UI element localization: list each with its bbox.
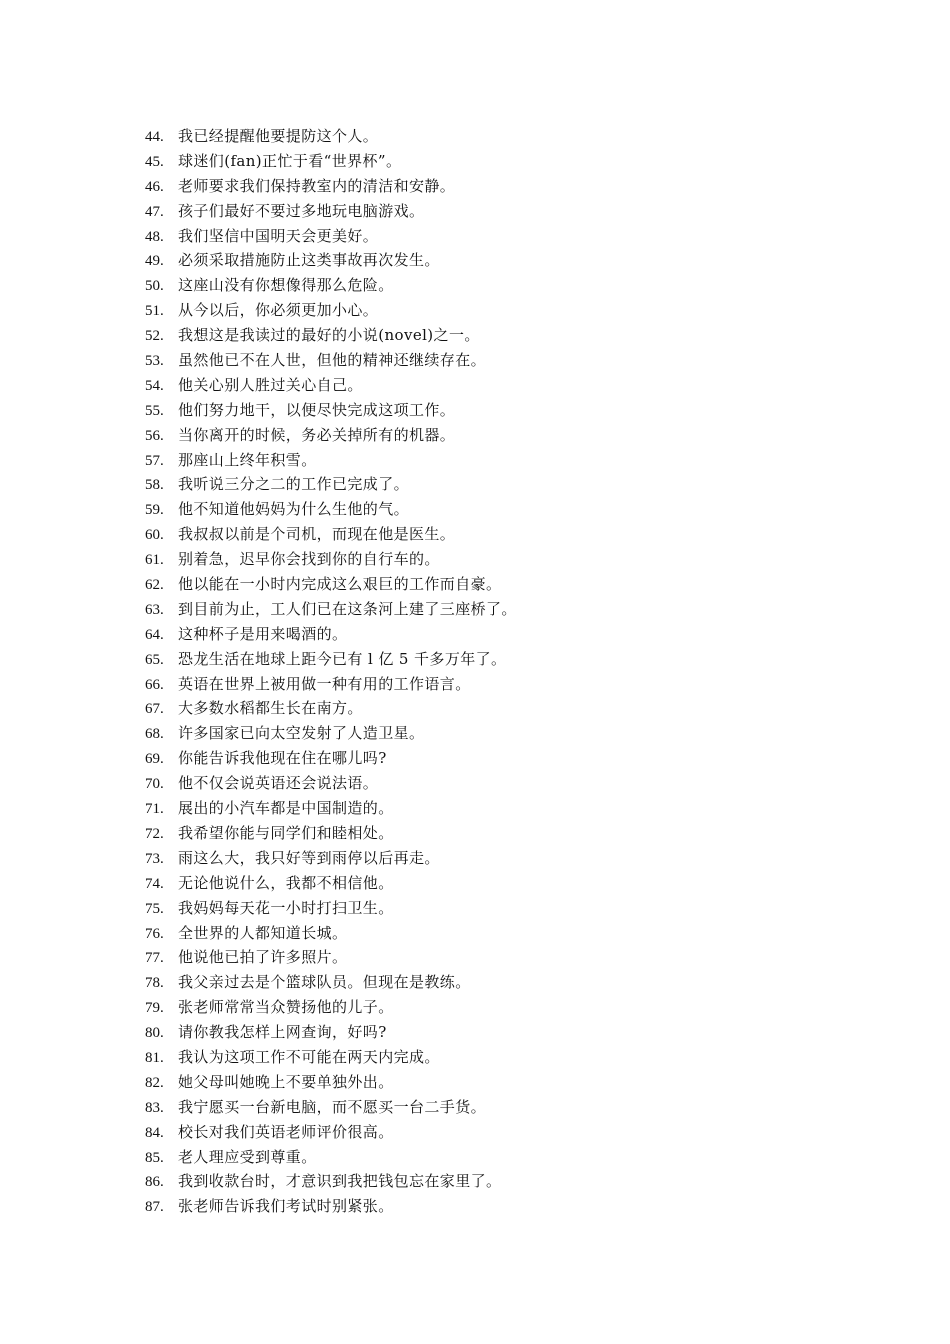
sentence-item [145,622,885,647]
sentence-text: 他不知道他妈妈为什么生他的气。 [178,500,410,519]
sentence-item [145,1020,885,1045]
sentence-text: 我已经提醒他要提防这个人。 [178,127,379,145]
sentence-text: 他们努力地干，以便尽快完成这项工作。 [178,400,456,419]
sentence-text: 无论他说什么，我都不相信他。 [178,873,394,892]
sentence-text: 大多数水稻都生长在南方。 [178,699,363,718]
sentence-number: 85. [145,1149,164,1166]
sentence-item [145,273,885,298]
sentence-number: 67. [145,701,164,718]
sentence-number: 80. [145,1025,164,1042]
sentence-text: 老人理应受到尊重。 [178,1147,317,1166]
sentence-number: 68. [145,726,164,743]
sentence-item [145,1145,885,1170]
sentence-item [145,1169,885,1194]
sentence-text: 当你离开的时候，务必关掉所有的机器。 [178,425,456,444]
sentence-text: 校长对我们英语老师评价很高。 [178,1122,394,1141]
sentence-text: 我妈妈每天花一小时打扫卫生。 [178,898,394,917]
sentence-item [145,348,885,373]
sentence-item [145,497,885,522]
sentence-text: 张老师告诉我们考试时别紧张。 [178,1197,394,1216]
sentence-number: 59. [145,502,164,519]
sentence-text: 恐龙生活在地球上距今已有 l 亿 5 千多万年了。 [178,649,507,668]
sentence-item [145,1045,885,1070]
sentence-text: 他说他已拍了许多照片。 [178,948,348,967]
sentence-text: 到目前为止，工人们已在这条河上建了三座桥了。 [178,599,517,618]
sentence-item [145,323,885,348]
sentence-item [145,921,885,946]
sentence-item [145,199,885,224]
sentence-item [145,1120,885,1145]
sentence-number: 58. [145,477,164,494]
sentence-text: 虽然他已不在人世，但他的精神还继续存在。 [178,351,487,370]
sentence-item [145,472,885,497]
sentence-number: 64. [145,626,164,643]
sentence-item [145,721,885,746]
sentence-text: 她父母叫她晚上不要单独外出。 [178,1072,394,1091]
sentence-number: 86. [145,1174,164,1191]
sentence-number: 75. [145,900,164,917]
sentence-item [145,597,885,622]
sentence-item [145,224,885,249]
sentence-item [145,846,885,871]
sentence-item [145,945,885,970]
sentence-item [145,995,885,1020]
sentence-text: 必须采取措施防止这类事故再次发生。 [178,251,440,270]
sentence-number: 57. [145,452,164,469]
sentence-item [145,1194,885,1219]
sentence-item [145,149,885,174]
sentence-text: 雨这么大，我只好等到雨停以后再走。 [178,848,440,867]
sentence-text: 我希望你能与同学们和睦相处。 [178,823,394,842]
sentence-number: 71. [145,801,164,818]
sentence-text: 那座山上终年积雪。 [178,450,317,469]
sentence-item [145,771,885,796]
sentence-number: 77. [145,950,164,967]
sentence-number: 70. [145,776,164,793]
sentence-number: 47. [145,203,164,220]
sentence-item [145,672,885,697]
sentence-item [145,373,885,398]
sentence-number: 45. [145,153,164,170]
sentence-item [145,423,885,448]
sentence-item [145,522,885,547]
sentence-text: 孩子们最好不要过多地玩电脑游戏。 [178,201,425,220]
sentence-text: 我们坚信中国明天会更美好。 [178,226,379,245]
sentence-number: 76. [145,925,164,942]
sentence-number: 79. [145,1000,164,1017]
sentence-item [145,248,885,273]
sentence-number: 83. [145,1099,164,1116]
sentence-item [145,871,885,896]
sentence-number: 74. [145,875,164,892]
sentence-text: 他关心别人胜过关心自己。 [178,375,363,394]
sentence-number: 62. [145,577,164,594]
sentence-item [145,970,885,995]
sentence-item [145,647,885,672]
sentence-number: 53. [145,353,164,370]
sentence-number: 44. [145,129,164,145]
sentence-text: 从今以后，你必须更加小心。 [178,301,379,320]
sentence-text: 英语在世界上被用做一种有用的工作语言。 [178,674,471,693]
sentence-number: 69. [145,751,164,768]
sentence-text: 我认为这项工作不可能在两天内完成。 [178,1047,440,1066]
sentence-item [145,796,885,821]
sentence-number: 78. [145,975,164,992]
sentence-text: 他以能在一小时内完成这么艰巨的工作而自豪。 [178,575,502,594]
sentence-number: 50. [145,278,164,295]
sentence-text: 全世界的人都知道长城。 [178,923,348,942]
sentence-item [145,298,885,323]
sentence-number: 87. [145,1199,164,1216]
sentence-text: 这种杯子是用来喝酒的。 [178,624,348,643]
sentence-text: 我想这是我读过的最好的小说(novel)之一。 [178,326,480,345]
sentence-number: 63. [145,601,164,618]
sentence-item [145,124,885,149]
sentence-text: 他不仅会说英语还会说法语。 [178,774,379,793]
sentence-item [145,398,885,423]
sentence-number: 72. [145,825,164,842]
sentence-number: 56. [145,427,164,444]
sentence-text: 许多国家已向太空发射了人造卫星。 [178,724,425,743]
sentence-number: 52. [145,328,164,345]
sentence-item [145,572,885,597]
sentence-number: 51. [145,303,164,320]
sentence-number: 54. [145,377,164,394]
sentence-number: 66. [145,676,164,693]
sentence-number: 60. [145,527,164,544]
sentence-number: 73. [145,850,164,867]
sentence-text: 张老师常常当众赞扬他的儿子。 [178,998,394,1017]
sentence-number: 46. [145,178,164,195]
sentence-text: 请你教我怎样上网查询，好吗? [178,1023,387,1042]
sentence-item [145,896,885,921]
sentence-number: 65. [145,651,164,668]
sentence-item [145,821,885,846]
sentence-text: 别着急，迟早你会找到你的自行车的。 [178,550,440,569]
sentence-number: 48. [145,228,164,245]
sentence-number: 55. [145,402,164,419]
sentence-item [145,746,885,771]
sentence-item [145,448,885,473]
sentence-item [145,696,885,721]
sentence-item [145,174,885,199]
sentence-text: 我叔叔以前是个司机，而现在他是医生。 [178,525,456,544]
sentence-item [145,1095,885,1120]
sentence-text: 你能告诉我他现在住在哪儿吗? [178,749,387,768]
sentence-text: 球迷们(fan)正忙于看“世界杯”。 [178,151,402,170]
sentence-number: 84. [145,1124,164,1141]
sentence-text: 我父亲过去是个篮球队员。但现在是教练。 [178,973,471,992]
sentence-number: 61. [145,552,164,569]
sentence-number: 81. [145,1049,164,1066]
sentence-item [145,547,885,572]
sentence-text: 我到收款台时，才意识到我把钱包忘在家里了。 [178,1172,502,1191]
sentence-number: 49. [145,253,164,270]
sentence-text: 这座山没有你想像得那么危险。 [178,276,394,295]
sentence-text: 我宁愿买一台新电脑，而不愿买一台二手货。 [178,1097,487,1116]
sentence-item [145,1070,885,1095]
sentence-text: 展出的小汽车都是中国制造的。 [178,799,394,818]
sentence-text: 老师要求我们保持教室内的清洁和安静。 [178,176,456,195]
sentence-text: 我听说三分之二的工作已完成了。 [178,475,410,494]
sentence-list [145,124,885,1219]
sentence-number: 82. [145,1074,164,1091]
